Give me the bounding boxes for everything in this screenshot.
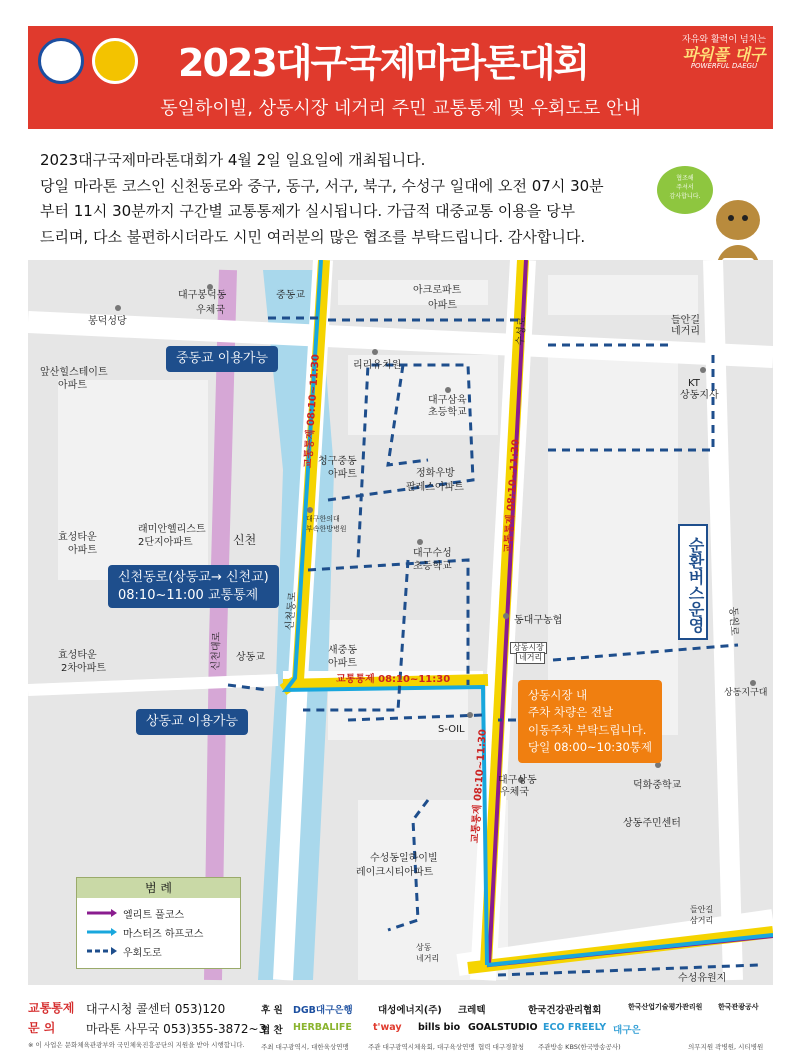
label-lake-city: 수성동일하이빌: [370, 853, 438, 864]
legend-detour: 우회도로: [87, 944, 162, 958]
legend-elite: 엘리트 풀코스: [87, 906, 184, 920]
label-s-oil: S-OIL: [438, 724, 465, 735]
world-athletics-logo: [92, 38, 138, 84]
label-sangyuk-elem: 대구삼육: [428, 395, 467, 406]
marathon-office: 마라톤 사무국 053)355-3872~3: [86, 1022, 267, 1036]
callout-market-parking: 상동시장 내 주차 차량은 전날 이동주차 부탁드립니다. 당일 08:00~10:30통제: [518, 680, 662, 763]
label-hyoseong2: 효성타운: [58, 650, 97, 661]
traffic-map: [28, 260, 773, 985]
label-deokhwa-middle: 덕화중학교: [633, 780, 682, 791]
control-label-suseong-2: 교통통제 08:10~11:30: [469, 728, 489, 844]
label-sangdong-bridge: 상동교: [236, 652, 265, 663]
daegu-slogan-logo: 자유와 활력이 넘치는 파워풀 대구 POWERFUL DAEGU: [682, 35, 766, 71]
label-sangdong-junction-2: 네거리: [416, 954, 440, 963]
control-label-suseong: 교통통제 08:10~11:30: [502, 438, 522, 554]
label-acropark: 아크로파트: [413, 285, 462, 296]
label-kt-2: 상동지사: [680, 390, 719, 401]
label-sangdong-office: 상동지구대: [724, 688, 768, 698]
label-suseong-elem-2: 초등학교: [413, 561, 452, 572]
sub-title: 동일하이빌, 상동시장 네거리 주민 교통통제 및 우회도로 안내: [160, 98, 641, 119]
label-amsan-hills-2: 아파트: [58, 380, 87, 391]
label-suseong-ro: 수성로: [515, 316, 529, 347]
label-raemian-2: 2단지아파트: [138, 537, 193, 548]
label-bongdeok-post-2: 우체국: [196, 305, 225, 316]
label-sincheon-daero: 신천대로: [210, 631, 223, 671]
label-suseong-resort: 수성유원지: [678, 973, 727, 984]
label-oriental-hospital-2: 부속한방병원: [306, 525, 347, 533]
callout-sangdong: 상동교 이용가능: [136, 709, 248, 735]
label-lake-city-2: 레이크시티아파트: [356, 867, 434, 878]
label-sangdong-market: 상동시장: [510, 642, 547, 654]
label-sincheon: 신천: [233, 533, 257, 547]
label-sangdong-post-2: 우체국: [500, 787, 529, 798]
label-bongdeok-post: 대구봉덕동: [178, 290, 227, 301]
label-saejungdong-2: 아파트: [328, 658, 357, 669]
label-sincheondong-ro: 신천동로: [284, 591, 299, 631]
control-label-sincheon: 교통통제 08:10~11:30: [302, 353, 322, 469]
label-suseong-elem: 대구수성: [413, 548, 452, 559]
label-jeonghwa: 정화우방: [416, 468, 455, 479]
svg-text:협조해: 협조해: [676, 175, 694, 182]
callout-sincheondong-ro: 신천동로(상동교→ 신천교) 08:10~11:00 교통통제: [108, 565, 279, 608]
marathon-logo: [38, 38, 84, 84]
label-sangdong-junction: 상동: [416, 943, 432, 952]
callcenter: 대구시청 콜센터 053)120: [86, 1002, 226, 1016]
label-amsan-hills: 앞산힐스테이트: [40, 367, 108, 378]
label-sangdong-center: 상동주민센터: [623, 818, 681, 829]
intro-text: 2023대구국제마라톤대회가 4월 2일 일요일에 개최됩니다. 당일 마라톤 코스인 신천동로와 중구, 동구, 서구, 북구, 수성구 일대에 오전 07시 30분 부터 11시 30분까지 구간별 교통통제가 실시됩니다. 가급적 대중교통 이용을 당부 드리며, 다소 불편하시더라도 시민 여러분의 많은 협조를 부탁드립니다. 감사합니다.: [40, 151, 604, 246]
label-sangdong-market-2: 네거리: [516, 652, 545, 664]
label-cheonggu-2: 아파트: [328, 469, 357, 480]
label-jungdong-bridge: 중동교: [276, 290, 305, 301]
label-east-nonghyup: 동대구농협: [514, 615, 563, 626]
callout-jungdong: 중동교 이용가능: [166, 346, 278, 372]
label-hyoseong2-2: 2차아파트: [61, 663, 107, 674]
control-label-sangdong: 교통통제 08:10~11:30: [336, 674, 451, 685]
label-hyoseong: 효성타운: [58, 532, 97, 543]
main-title: 2023대구국제마라톤대회: [178, 41, 589, 85]
label-acropark-2: 아파트: [428, 300, 457, 311]
label-dongwon-ro: 동원로: [727, 606, 740, 636]
label-hyoseong-2: 아파트: [68, 545, 97, 556]
label-sangdong-post: 대구상동: [498, 775, 537, 786]
svg-text:감사합니다.: 감사합니다.: [669, 193, 701, 200]
label-deulangil-2: 네거리: [671, 326, 700, 337]
svg-text:주셔서: 주셔서: [676, 184, 694, 191]
legend: [76, 877, 241, 969]
label-lily-kindergarten: 리리유치원: [353, 360, 402, 371]
label-sangyuk-elem-2: 초등학교: [428, 407, 467, 418]
label-deulangil-4: 삼거리: [690, 916, 714, 925]
label-deulangil-3: 들안길: [690, 905, 714, 914]
label-jeonghwa-2: 팔레스아파트: [406, 482, 464, 493]
footer: 교통통제 문 의 대구시청 콜센터 053)120 마라톤 사무국 053)355-3872~3 ※ 이 사업은 문화체육관광부와 국민체육진흥공단의 지원을 받아 시행합니다. 후 원 협 찬 DGB대구은행 대성에너지(주) 크레텍 한국건강관리협회 한국산업기술평가관리원 한국관광공사 HERBALIFE t'way bills bio GOALSTUDIO ECO FREELY 대구은 주최 대구광역시, 대한육상연맹 주관 대구광역시체육회, 대구육상연맹 협력 대구경찰청 주관방송 KBS(한국방송공사) 의무지원 곽병원, 시티병원: [28, 1001, 764, 1051]
legend-title: 범 례: [77, 878, 240, 898]
label-cheonggu: 청구중동: [318, 456, 357, 467]
label-oriental-hospital: 대구한의대: [306, 515, 340, 523]
circular-bus-box: 순환버스운영: [678, 524, 708, 640]
label-bongdeok-dang: 봉덕성당: [88, 316, 127, 327]
label-saejungdong: 새중동: [328, 645, 357, 656]
label-kt: KT: [688, 378, 700, 389]
label-raemian: 래미안헬리스트: [138, 524, 206, 535]
label-deulangil: 들안길: [671, 315, 700, 326]
header-banner: [28, 26, 773, 129]
legend-masters: 마스터즈 하프코스: [87, 925, 203, 939]
